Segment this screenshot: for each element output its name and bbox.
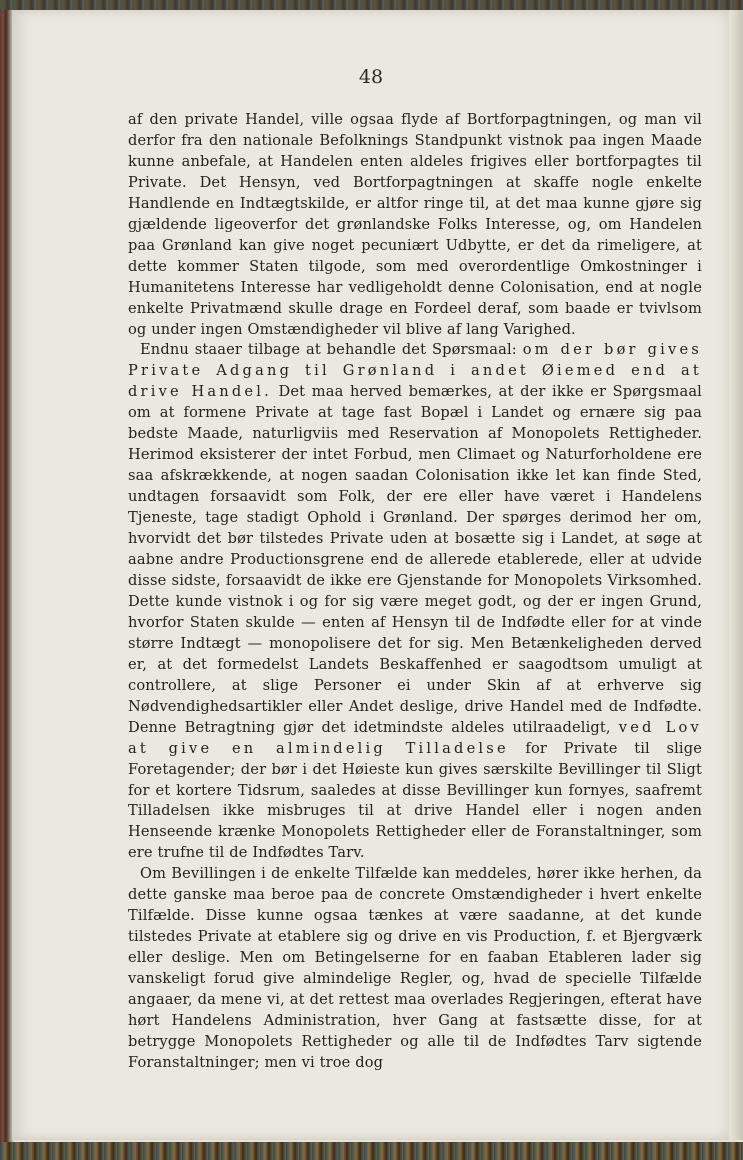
page-edge-shadow [729, 10, 743, 1140]
text-segment: Det maa herved bemærkes, at der ikke er Spørgsmaal om at formene Private at tage fast Bopæl i Landet og ernære sig paa bedste Maade, naturligviis med Reservation af Monopolets Rettigheder. Herimod eksisterer der intet Forbud, men Climaet og Naturforholdene ere saa afskrækkende, at nogen saadan Colonisation ikke let kan finde Sted, undtagen forsaavidt som Folk, der ere eller have været i Handelens Tjeneste, tage stadigt Ophold i Grønland. Der spørges derimod her om, hvorvidt det bør tilstedes Private uden at bosætte sig i Landet, at søge at aabne andre Productionsgrene end de allerede etablerede, eller at udvide disse sidste, forsaavidt de ikke ere Gjenstande for Monopolets Virksomhed. Dette kunde vistnok i og for sig være meget godt, og der er ingen Grund, hvorfor Staten skulde — enten af Hensyn til de Indfødte eller for at vinde større Indtægt — monopolisere det for sig. Men Betænkeligheden derved er, at det formedelst Landets Beskaffenhed er saagodtsom umuligt at controllere, at slige Personer ei under Skin af at erhverve sig Nødvendighedsartikler eller Andet deslige, drive Handel med de Indfødte. Denne Betragtning gjør det idetmindste aldeles utilraadeligt, [128, 383, 702, 736]
emphasized-text: om der bør gives Private Adgang til Grønland i andet Øiemed end at drive Handel. [128, 341, 702, 401]
book-binding-top [0, 0, 743, 10]
text-segment: Om Bevillingen i de enkelte Tilfælde kan meddeles, hører ikke herhen, da dette ganske maa beroe paa de concrete Omstændigheder i hvert enkelte Tilfælde. Disse kunne ogsaa tænkes at være saadanne, at det kunde tilstedes Private at etablere sig og drive en vis Production, f. et Bjergværk eller deslige. Men om Betingelserne for en faaban Etableren lader sig vanskeligt forud give almindelige Regler, og, hvad de specielle Tilfælde angaaer, da mene vi, at det rettest maa overlades Regjeringen, efterat have hørt Handelens Administration, hver Gang at fastsætte disse, for at betrygge Monopolets Rettigheder og alle til de Indfødtes Tarv sigtende Foranstaltninger; men vi troe dog [128, 865, 702, 1071]
text-segment: af den private Handel, ville ogsaa flyde af Bortforpagtningen, og man vil derfor fra den nationale Befolknings Standpunkt vistnok paa ingen Maade kunne anbefale, at Handelen enten aldeles frigives eller bortforpagtes til Private. Det Hensyn, ved Bortforpagtningen at skaffe nogle enkelte Handlende en Indtægtskilde, er altfor ringe til, at det maa kunne gjøre sig gjældende ligeoverfor det grønlandske Folks Interesse, og, om Handelen paa Grønland kan give noget pecuniært Udbytte, er det da rimeligere, at dette kommer Staten tilgode, som med overordentlige Omkostninger i Humanitetens Interesse har vedligeholdt denne Colonisation, end at nogle enkelte Privatmænd skulle drage en Fordeel deraf, som baade er tvivlsom og under ingen Omstændigheder vil blive af lang Varighed. [128, 111, 702, 338]
paragraph [128, 340, 702, 864]
text-segment: Endnu staaer tilbage at behandle det Spørsmaal: [140, 341, 523, 359]
body-text [128, 110, 702, 1074]
book-page [12, 10, 730, 1140]
book-binding-bottom [0, 1142, 743, 1160]
emphasized-text: ved Lov at give en almindelig Tilladelse [128, 718, 702, 757]
paragraph [128, 864, 702, 1074]
text-segment: for Private til slige Foretagender; der bør i det Høieste kun gives særskilte Bevillinger til Sligt for et kortere Tidsrum, saaledes at disse Bevillinger kun fornyes, saafremt Tilladelsen ikke misbruges til at drive Handel eller i nogen anden Henseende krænke Monopolets Rettigheder eller de Foranstaltninger, som ere trufne til de Indfødtes Tarv. [128, 739, 702, 862]
paragraph [128, 110, 702, 340]
page-number: 48 [358, 66, 384, 88]
